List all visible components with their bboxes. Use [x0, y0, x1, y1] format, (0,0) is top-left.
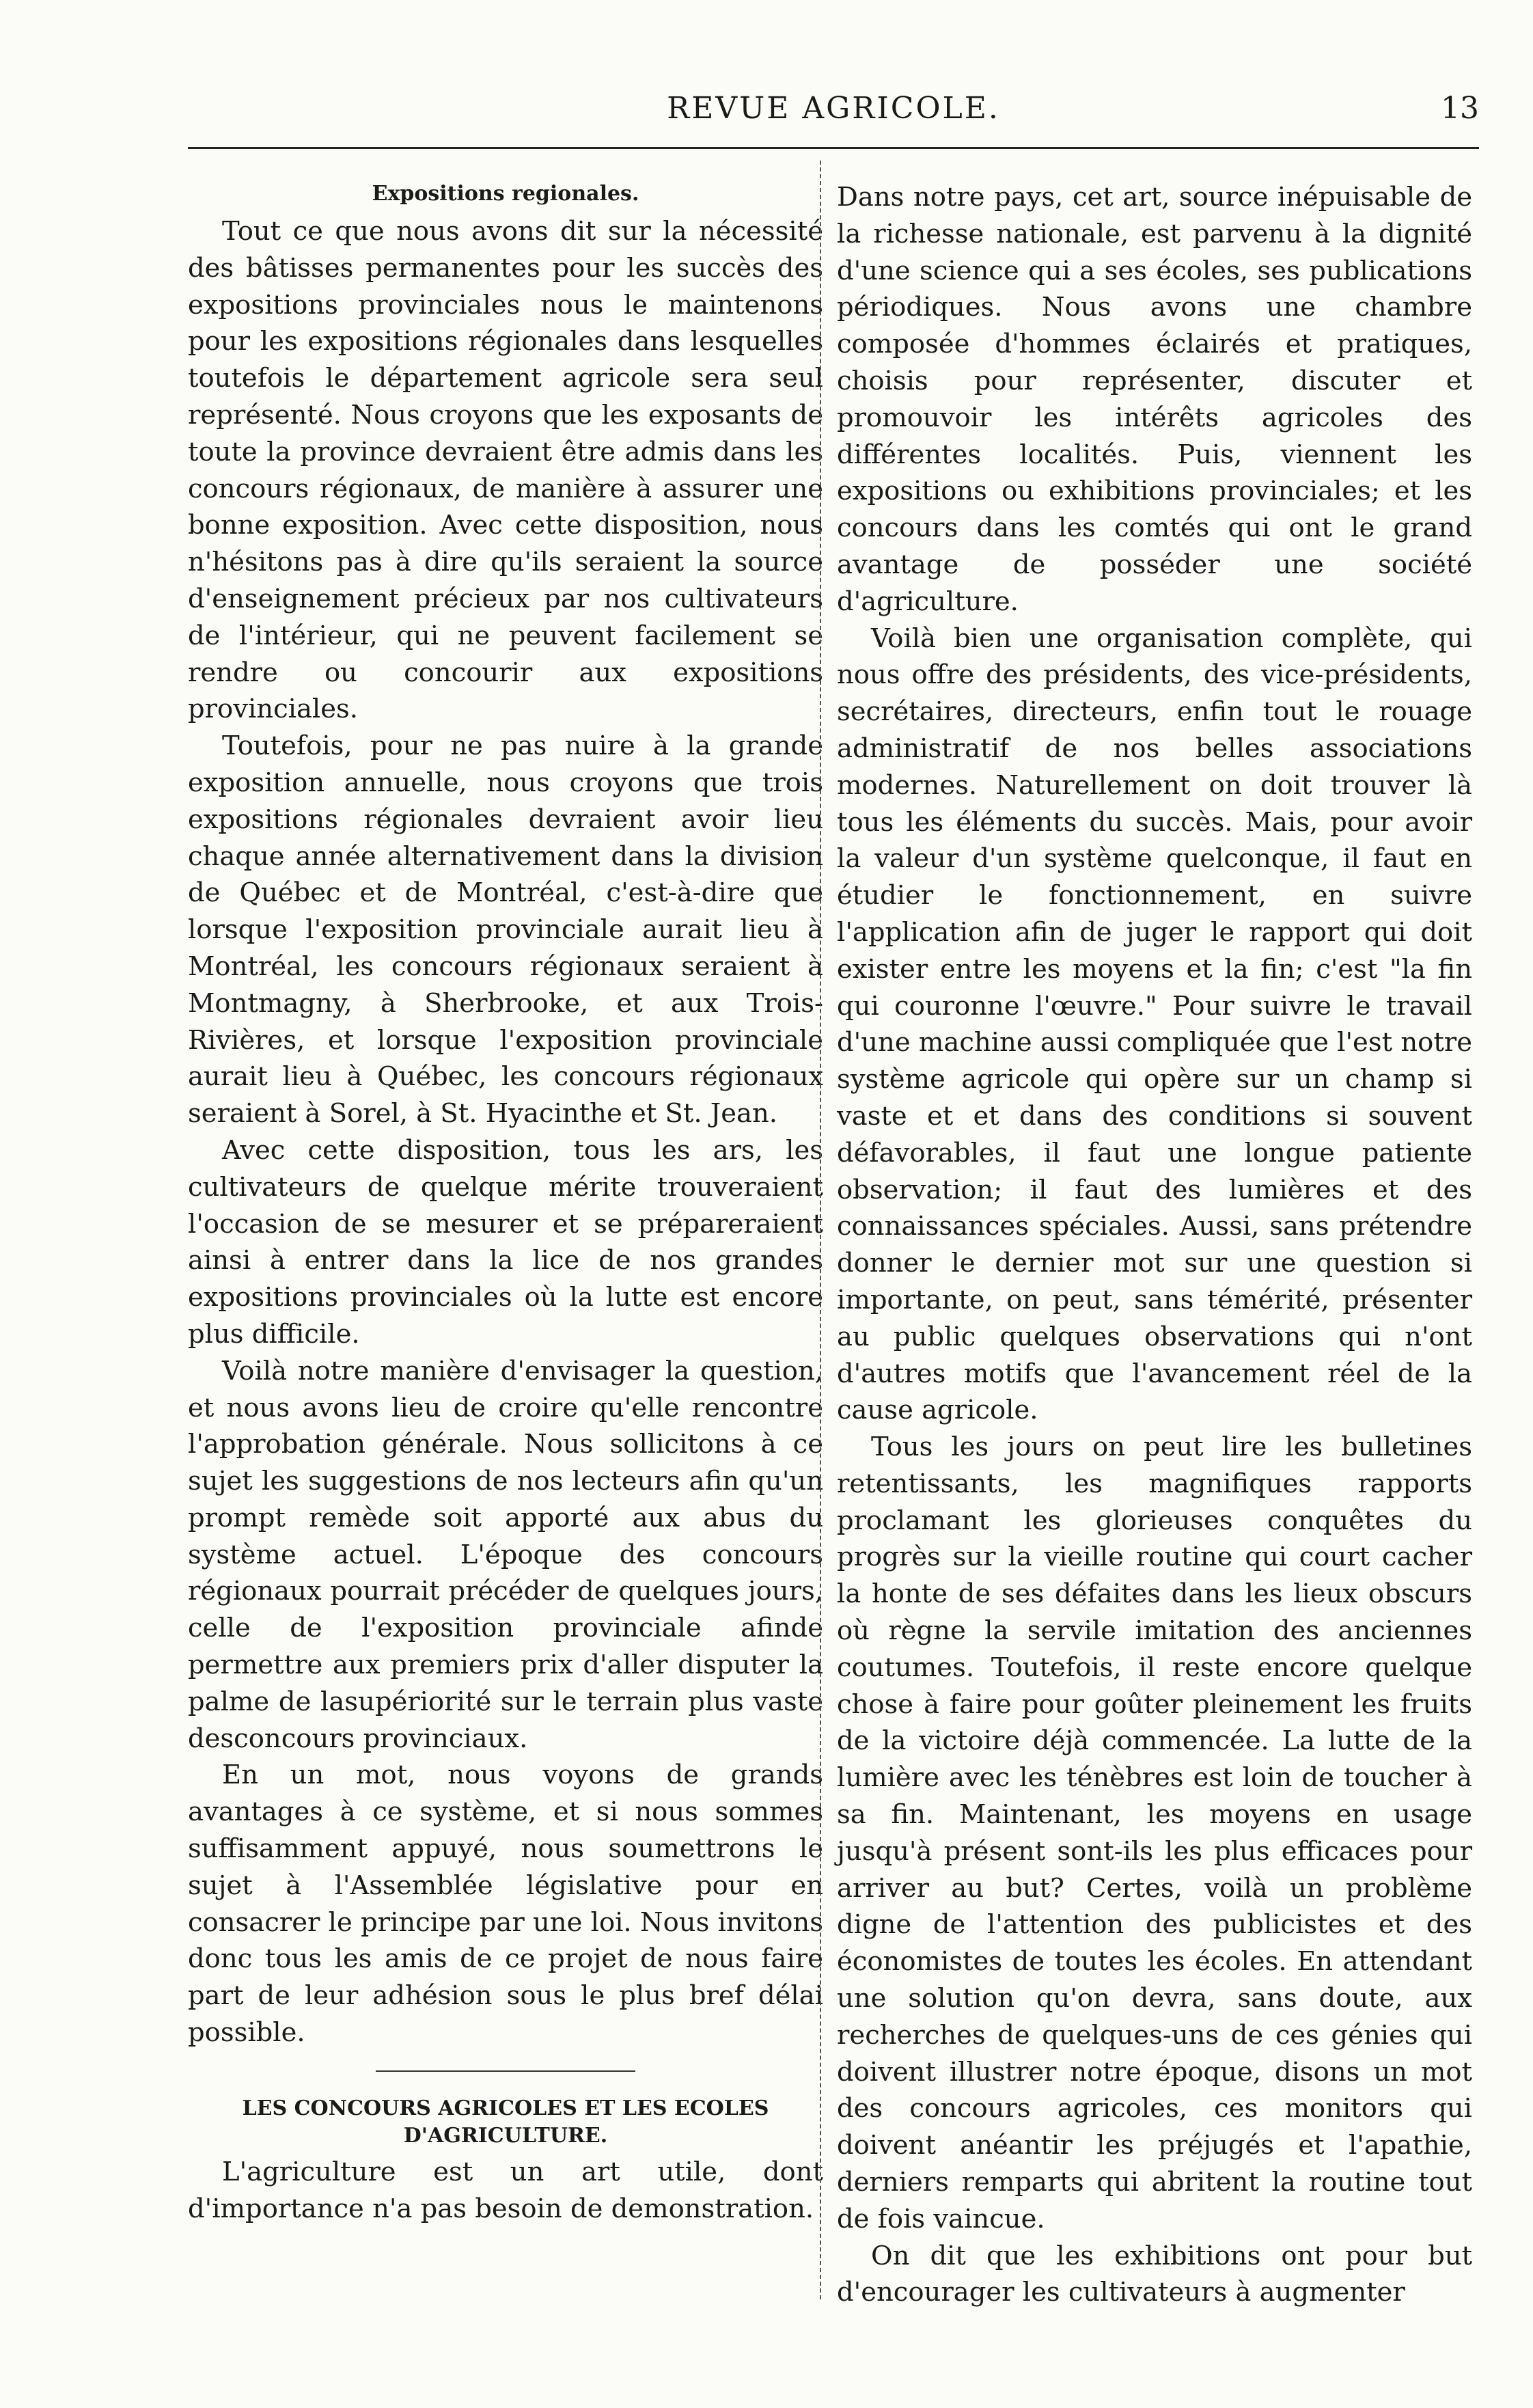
paragraph: Tout ce que nous avons dit sur la nécessité des bâtisses permanentes pour les succès des expositions provinciales nous le maintenons pour les expositions régionales dans lesquelles toutefois le département agricole sera seul représenté. Nous croyons que les exposants de toute la province devraient être admis dans les concours régionaux, de manière à assurer une bonne exposition. Avec cette disposition, nous n'hésitons pas à dire qu'ils seraient la source d'enseignement précieux par nos cultivateurs de l'intérieur, qui ne peuvent facilement se rendre ou concourir aux expositions provinciales. [188, 216, 823, 725]
left-column [188, 179, 823, 2227]
page-number: 13 [1441, 91, 1479, 126]
header-rule [188, 147, 1479, 149]
paragraph: Avec cette disposition, tous les ars, les cultivateurs de quelque mérite trouveraient l'occasion de se mesurer et se prépareraient ainsi à entrer dans la lice de nos grandes expositions provinciales où la lutte est encore plus difficile. [188, 1134, 823, 1350]
paragraph: Toutefois, pour ne pas nuire à la grande exposition annuelle, nous croyons que trois expositions régionales devraient avoir lieu chaque année alternativement dans la division de Québec et de Montréal, c'est-à-dire que lorsque l'exposition provinciale aurait lieu à Montréal, les concours régionaux seraient à Montmagny, à Sherbrooke, et aux Trois-Rivières, et lorsque l'exposition provinciale aurait lieu à Québec, les concours régionaux seraient à Sorel, à St. Hyacinthe et St. Jean. [188, 730, 823, 1130]
section-divider [376, 2070, 635, 2072]
running-title: REVUE AGRICOLE. [667, 91, 1000, 126]
paragraph: L'agriculture est un art utile, dont d'importance n'a pas besoin de demonstration. [188, 2156, 823, 2224]
paragraph: Dans notre pays, cet art, source inépuisable de la richesse nationale, est parvenu à la dignité d'une science qui a ses écoles, ses publications périodiques. Nous avons une chambre composée d'hommes éclairés et pratiques, choisis pour représenter, discuter et promouvoir les intérêts agricoles des différentes localités. Puis, viennent les expositions ou exhibitions provinciales; et les concours dans les comtés qui ont le grand avantage de posséder une société d'agriculture. [837, 182, 1472, 617]
page-header [188, 85, 1479, 133]
section-subheading: Expositions regionales. [372, 182, 639, 206]
paragraph: Voilà bien une organisation complète, qui nous offre des présidents, des vice-présidents, secrétaires, directeurs, enfin tout le rouage administratif de nos belles associations modernes. Naturellement on doit trouver là tous les éléments du succès. Mais, pour avoir la valeur d'un système quelconque, il faut en étudier le fonctionnement, en suivre l'application afin de juger le rapport qui doit exister entre les moyens et la fin; c'est "la fin qui couronne l'œuvre." Pour suivre le travail d'une machine aussi compliquée que l'est notre système agricole qui opère sur un champ si vaste et et dans des conditions si souvent défavorables, il faut une longue patiente observation; il faut des lumières et des connaissances spéciales. Aussi, sans prétendre donner le dernier mot sur une question si importante, on peut, sans témérité, présenter au public quelques observations qui n'ont d'autres motifs que l'avancement réel de la cause agricole. [837, 622, 1472, 1426]
column-divider [820, 161, 821, 2299]
section-title: LES CONCOURS AGRICOLES ET LES ECOLES D'AGRICULTURE. [242, 2096, 769, 2148]
paragraph: Voilà notre manière d'envisager la question, et nous avons lieu de croire qu'elle rencontre l'approbation générale. Nous sollicitons à ce sujet les suggestions de nos lecteurs afin qu'un prompt remède soit apporté aux abus du système actuel. L'époque des concours régionaux pourrait précéder de quelques jours, celle de l'exposition provinciale afinde permettre aux premiers prix d'aller disputer la palme de lasupériorité sur le terrain plus vaste desconcours provinciaux. [188, 1355, 823, 1754]
right-column [837, 179, 1472, 2311]
paragraph: Tous les jours on peut lire les bulletines retentissants, les magnifiques rapports proclamant les glorieuses conquêtes du progrès sur la vieille routine qui court cacher la honte de ses défaites dans les lieux obscurs où règne la servile imitation des anciennes coutumes. Toutefois, il reste encore quelque chose à faire pour goûter pleinement les fruits de la victoire déjà commencée. La lutte de la lumière avec les ténèbres est loin de toucher à sa fin. Maintenant, les moyens en usage jusqu'à présent sont-ils les plus efficaces pour arriver au but? Certes, voilà un problème digne de l'attention des publicistes et des économistes de toutes les écoles. En attendant une solution qu'on devra, sans doute, aux recherches de quelques-uns de ces génies qui doivent illustrer notre époque, disons un mot des concours agricoles, ces monitors qui doivent anéantir les préjugés et l'apathie, derniers remparts qui abritent la routine tout de fois vaincue. [837, 1432, 1472, 2234]
paragraph: En un mot, nous voyons de grands avantages à ce système, et si nous sommes suffisamment appuyé, nous soumettrons le sujet à l'Assemblée législative pour en consacrer le principe par une loi. Nous invitons donc tous les amis de ce projet de nous faire part de leur adhésion sous le plus bref délai possible. [188, 1760, 823, 2049]
paragraph: On dit que les exhibitions ont pour but d'encourager les cultivateurs à augmenter [837, 2240, 1472, 2308]
